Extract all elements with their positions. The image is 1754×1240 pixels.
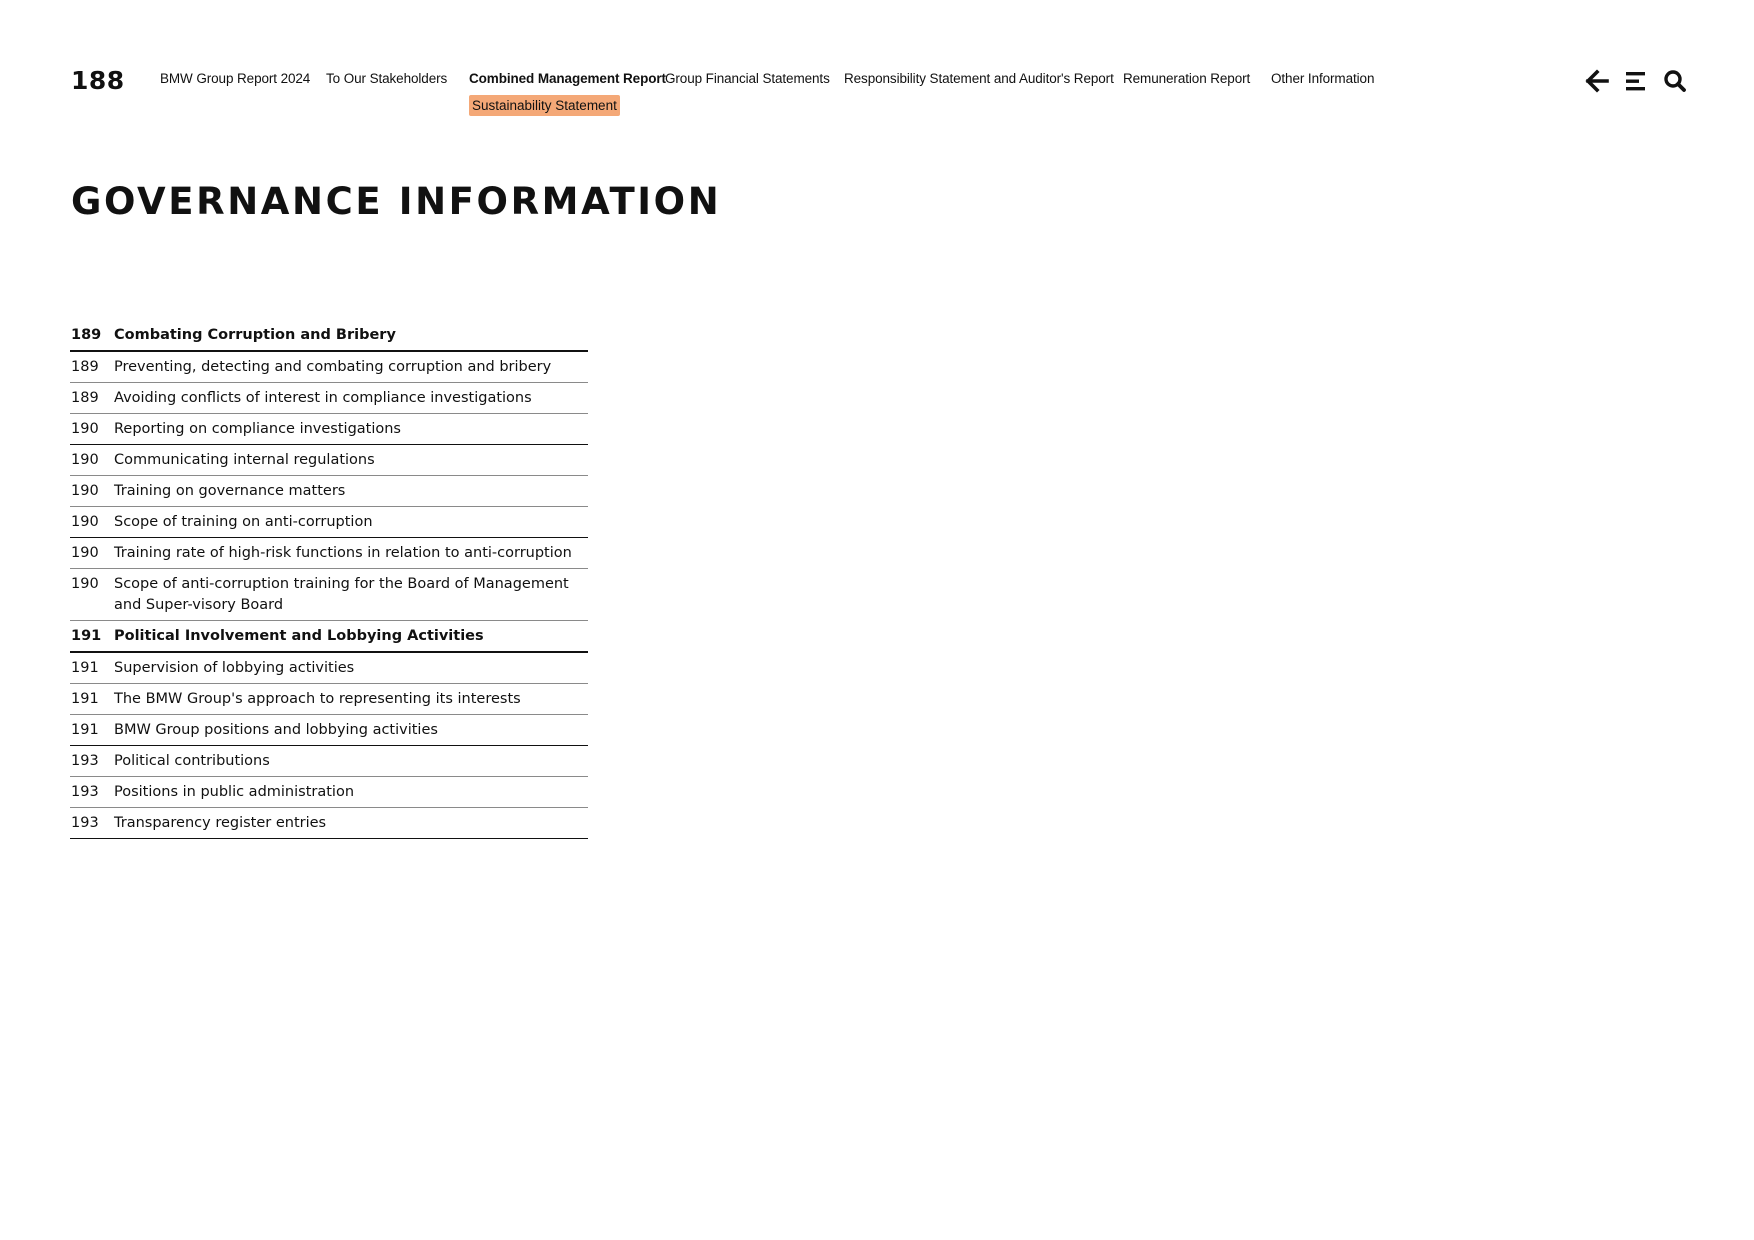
toc-entry-title: Positions in public administration (114, 784, 355, 800)
toc-entry-title: Avoiding conflicts of interest in compliance investigations (114, 390, 532, 406)
nav-bmw-group-report[interactable]: BMW Group Report 2024 (160, 71, 311, 86)
toc-page-number: 193 (71, 784, 99, 800)
toc-entry-title: Scope of anti-corruption training for the Board of Management and Super-visory Board (114, 576, 569, 613)
toc-entry[interactable] (70, 746, 588, 777)
toc-page-number: 190 (71, 514, 99, 530)
subnav-sustainability-statement[interactable]: Sustainability Statement (469, 95, 620, 116)
toc-entry-title: Scope of training on anti-corruption (114, 514, 373, 530)
toc-page-number: 190 (71, 576, 99, 592)
nav-combined-management-report[interactable]: Combined Management Report (469, 71, 666, 86)
toc-entry-title: Transparency register entries (114, 815, 327, 831)
toc-entry[interactable] (70, 507, 588, 538)
toc-entry-title: Combating Corruption and Bribery (114, 327, 396, 343)
nav-to-our-stakeholders[interactable]: To Our Stakeholders (326, 71, 448, 86)
toc-page-number: 191 (71, 660, 99, 676)
nav-responsibility-statement[interactable]: Responsibility Statement and Auditor's Report (844, 71, 1114, 86)
toc-page-number: 193 (71, 753, 99, 769)
menu-icon[interactable] (1623, 68, 1649, 94)
toc-entry[interactable] (70, 684, 588, 715)
toc-entry-title: Political Involvement and Lobbying Activities (114, 628, 484, 644)
toc-page-number: 190 (71, 545, 99, 561)
toc-page-number: 189 (71, 390, 99, 406)
toc-entry[interactable] (70, 445, 588, 476)
toc-page-number: 189 (71, 359, 99, 375)
page-number: 188 (71, 66, 125, 95)
toc-page-number: 191 (71, 691, 99, 707)
toc-entry-title: Supervision of lobbying activities (114, 660, 355, 676)
toc-entry-title: The BMW Group's approach to representing its interests (114, 691, 521, 707)
toc-page-number: 191 (71, 628, 102, 644)
toc-entry[interactable] (70, 538, 588, 569)
toc-page-number: 190 (71, 421, 99, 437)
back-arrow-icon[interactable] (1584, 68, 1610, 94)
toc-entry[interactable] (70, 808, 588, 839)
toc-section-heading[interactable] (70, 621, 588, 653)
toc-entry-title: Preventing, detecting and combating corruption and bribery (114, 359, 552, 375)
top-navigation (0, 71, 1754, 121)
toc-entry[interactable] (70, 653, 588, 684)
toc-entry-title: Political contributions (114, 753, 270, 769)
toc-entry-title: Communicating internal regulations (114, 452, 375, 468)
nav-other-information[interactable]: Other Information (1271, 71, 1375, 86)
toc-entry-title: BMW Group positions and lobbying activities (114, 722, 438, 738)
page-title: GOVERNANCE INFORMATION (71, 180, 722, 223)
toc-section-heading[interactable] (70, 320, 588, 352)
toc-entry-title: Reporting on compliance investigations (114, 421, 401, 437)
table-of-contents (70, 320, 588, 839)
toc-entry[interactable] (70, 569, 588, 621)
toc-page-number: 193 (71, 815, 99, 831)
toc-page-number: 189 (71, 327, 102, 343)
nav-group-financial-statements[interactable]: Group Financial Statements (665, 71, 830, 86)
toc-entry-title: Training rate of high-risk functions in relation to anti-corruption (114, 545, 572, 561)
search-icon[interactable] (1662, 68, 1688, 94)
toc-entry[interactable] (70, 715, 588, 746)
toc-entry[interactable] (70, 383, 588, 414)
toc-entry[interactable] (70, 414, 588, 445)
toc-entry-title: Training on governance matters (114, 483, 346, 499)
toc-entry[interactable] (70, 777, 588, 808)
toc-page-number: 190 (71, 452, 99, 468)
toc-entry[interactable] (70, 476, 588, 507)
toc-page-number: 191 (71, 722, 99, 738)
toc-page-number: 190 (71, 483, 99, 499)
toc-entry[interactable] (70, 352, 588, 383)
nav-remuneration-report[interactable]: Remuneration Report (1123, 71, 1251, 86)
